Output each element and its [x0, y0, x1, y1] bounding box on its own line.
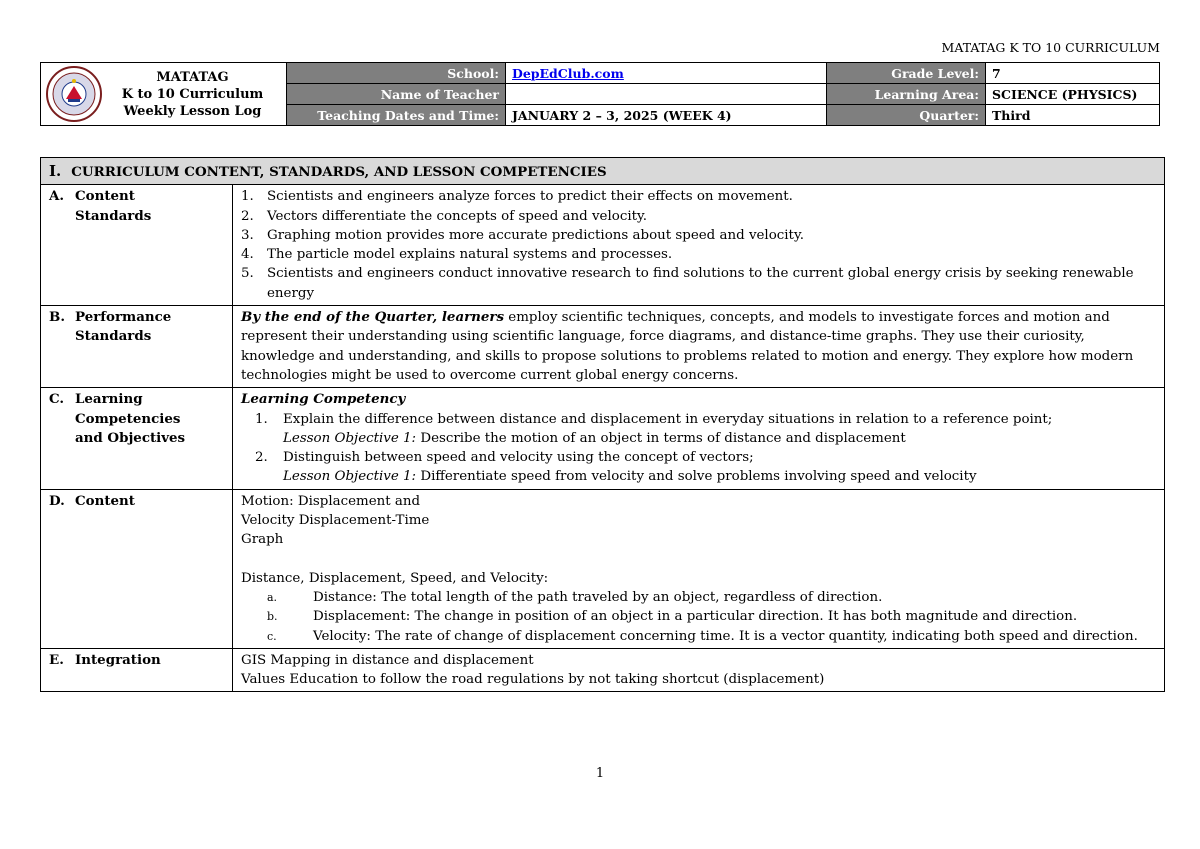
performance-text: employ scientific techniques, concepts, and models to investigate forces and motion and represent their understanding using scientific language, force diagrams, and distance-time graphs. They use their curiosity, knowledge and understanding, and skills to propose solutions to problems related to motion and energy. They explore how modern technologies might be used to overcome current global energy concerns.	[241, 310, 1134, 383]
list-item: 2. Distinguish between speed and velocity using the concept of vectors; Lesson Objective 1: Differentiate speed from velocity and solve problems involving speed and velocity	[255, 450, 977, 485]
performance-standards-row	[41, 306, 1165, 388]
teacher-value	[506, 84, 827, 105]
teaching-dates-label: Teaching Dates and Time:	[287, 105, 506, 126]
curriculum-content-table	[40, 157, 1165, 692]
performance-standards-label: B. Performance Standards	[41, 306, 233, 388]
list-item: 1. Scientists and engineers analyze forces to predict their effects on movement.	[241, 189, 793, 205]
integration-body	[233, 648, 1165, 692]
teacher-label: Name of Teacher	[287, 84, 506, 105]
list-item: 2. Vectors differentiate the concepts of speed and velocity.	[241, 208, 648, 224]
list-item: b. Displacement: The change in position of an object in a particular direction. It has both magnitude and direction.	[267, 609, 1078, 625]
quarter-value: Third	[986, 105, 1160, 126]
logo-subtitle: K to 10 Curriculum	[121, 86, 264, 102]
logo-title: MATATAG	[156, 69, 229, 85]
content-standards-body	[233, 185, 1165, 306]
deped-seal-icon	[45, 65, 103, 123]
list-item: 4. The particle model explains natural systems and processes.	[241, 247, 673, 263]
curriculum-header-label: MATATAG K TO 10 CURRICULUM	[941, 40, 1160, 55]
school-value	[506, 63, 827, 84]
content-label: D. Content	[41, 489, 233, 648]
school-link[interactable]: DepEdClub.com	[512, 65, 624, 81]
integration-row	[41, 648, 1165, 692]
page-number: 1	[595, 766, 605, 781]
competency-heading: Learning Competency	[241, 391, 406, 408]
logo-cell	[41, 63, 287, 126]
school-label: School:	[287, 63, 506, 84]
section-roman: I.	[49, 162, 62, 180]
competencies-row	[41, 388, 1165, 489]
performance-standards-body	[233, 306, 1165, 388]
list-item: c. Velocity: The rate of change of displacement concerning time. It is a vector quantity, indicating both speed and direction.	[267, 628, 1138, 644]
content-subheading: Distance, Displacement, Speed, and Velocity:	[241, 570, 549, 586]
content-line: Velocity Displacement-Time	[241, 513, 430, 529]
competencies-label: C. Learning Competencies and Objectives	[41, 388, 233, 489]
content-standards-label: A. Content Standards	[41, 185, 233, 306]
list-item: 5. Scientists and engineers conduct innovative research to find solutions to the current global energy crisis by seeking renewable energy	[241, 266, 1134, 301]
lesson-log-header-table	[40, 62, 1160, 126]
learning-area-label: Learning Area:	[827, 84, 986, 105]
list-item: 3. Graphing motion provides more accurate predictions about speed and velocity.	[241, 227, 804, 243]
quarter-label: Quarter:	[827, 105, 986, 126]
content-row	[41, 489, 1165, 648]
list-item: 1. Explain the difference between distance and displacement in everyday situations in relation to a reference point; Lesson Objective 1: Describe the motion of an object in terms of distance and displacement	[255, 411, 1053, 446]
content-line: Motion: Displacement and	[241, 493, 421, 509]
learning-area-value: SCIENCE (PHYSICS)	[986, 84, 1160, 105]
integration-label: E. Integration	[41, 648, 233, 692]
content-body	[233, 489, 1165, 648]
section-title	[41, 158, 1165, 185]
logo-doc-type: Weekly Lesson Log	[123, 103, 262, 119]
content-standards-row	[41, 185, 1165, 306]
objective-label: Lesson Objective 1:	[283, 430, 417, 446]
competencies-body	[233, 388, 1165, 489]
objective-label: Lesson Objective 1:	[283, 469, 417, 485]
content-line: Graph	[241, 532, 284, 548]
integration-line: Values Education to follow the road regulations by not taking shortcut (displacement)	[241, 672, 825, 688]
grade-level-value: 7	[986, 63, 1160, 84]
grade-level-label: Grade Level:	[827, 63, 986, 84]
integration-line: GIS Mapping in distance and displacement	[241, 652, 534, 668]
section-title-text: CURRICULUM CONTENT, STANDARDS, AND LESSON COMPETENCIES	[71, 164, 607, 180]
performance-lead: By the end of the Quarter, learners	[241, 309, 505, 326]
list-item: a. Distance: The total length of the path traveled by an object, regardless of direction.	[267, 589, 883, 605]
teaching-dates-value: JANUARY 2 – 3, 2025 (WEEK 4)	[506, 105, 827, 126]
